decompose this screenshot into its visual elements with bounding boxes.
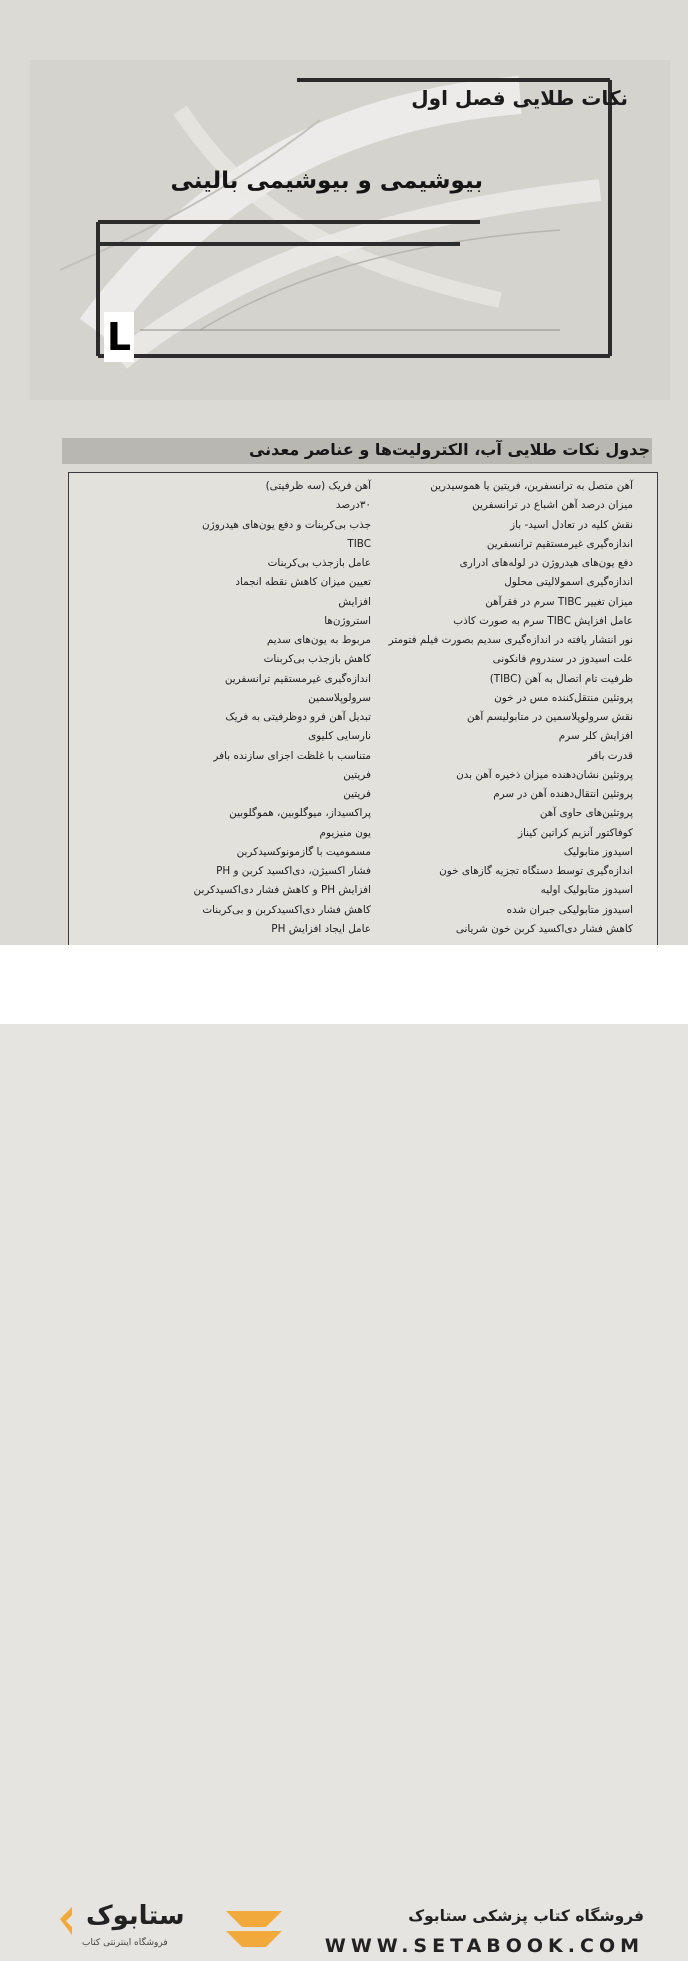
table-cell: کوفاکتور آنزیم کراتین کیناز [517,826,633,839]
facts-column-left [91,477,371,939]
store-banner [0,945,688,1957]
table-cell: کاهش فشار دی‌اکسید کربن خون شریانی [455,922,633,935]
table-cell: مربوط به یون‌های سدیم [266,634,371,646]
table-cell: تبدیل آهن فرو دوظرفیتی به فریک [225,711,371,723]
table-cell: میزان درصد آهن اشباع در ترانسفرین [472,499,633,512]
table-cell: علت اسیدوز در سندروم فانکونی [492,653,633,666]
table-cell: پروتئین انتقال‌دهنده آهن در سرم [493,788,633,800]
table-cell: کاهش بازجذب بی‌کربنات [263,653,371,666]
table-cell: عامل افزایش TIBC سرم به صورت کاذب [453,614,633,627]
table-cell: تعیین میزان کاهش نقطه انجماد [235,576,371,589]
table-cell: نور انتشار یافته در اندازه‌گیری سدیم بصورت فیلم فتومتر [388,634,633,646]
table-cell: اسیدوز متابولیک اولیه [540,884,633,897]
table-cell: یون منیزیوم [319,826,371,839]
logo-tagline: فروشگاه اینترنتی کتاب [82,1938,168,1948]
book-page [0,0,688,945]
table-cell: عامل بازجذب بی‌کربنات [267,557,371,569]
table-cell: اسیدوز متابولیکی جبران شده [506,903,633,916]
table-cell: فریتین [343,768,371,781]
facts-column-right [353,477,633,939]
chapter-decoration [0,0,688,430]
table-cell: عامل ایجاد افزایش PH [271,922,371,935]
table-cell: اندازه‌گیری غیرمستقیم ترانسفرین [486,537,633,550]
table-cell: اسیدوز متابولیک [563,845,633,858]
facts-table [68,472,658,945]
table-cell: آهن فریک (سه ظرفیتی) [265,480,371,492]
chapter-letter: L [104,312,134,362]
table-heading: جدول نکات طلایی آب، الکترولیت‌ها و عناصر معدنی [248,440,650,459]
chapter-label: نکات طلایی فصل اول [411,86,628,110]
table-cell: سرولوپلاسمین [308,691,371,704]
table-cell: پروتئین‌های حاوی آهن [539,807,633,820]
table-cell: اندازه‌گیری غیرمستقیم ترانسفرین [224,672,371,685]
table-cell: میزان تغییر TIBC سرم در فقرآهن [485,595,633,608]
table-cell: TIBC [347,537,371,550]
logo-wordmark: ستابوک [86,1901,185,1931]
table-cell: دفع یون‌های هیدروژن در لوله‌های ادراری [459,557,633,569]
store-url[interactable]: WWW.SETABOOK.COM [324,1935,644,1957]
table-cell: اندازه‌گیری توسط دستگاه تجزیه گازهای خون [439,865,633,877]
table-cell: نارسایی کلیوی [308,730,371,743]
table-cell: متناسب با غلظت اجزای سازنده بافر [213,749,371,762]
table-cell: اندازه‌گیری اسمولالیتی محلول [504,576,633,589]
table-cell: افزایش [338,595,371,608]
table-cell: افزایش PH و کاهش فشار دی‌اکسیدکربن [193,884,371,897]
store-name: فروشگاه کتاب پزشکی ستابوک [408,1907,644,1925]
table-cell: قدرت بافر [587,749,633,762]
table-cell: پراکسیداز، میوگلوبین، هموگلوبین [229,807,371,820]
table-cell: نقش کلیه در تعادل اسید- باز [510,518,633,531]
table-cell: ۳۰درصد [335,499,371,512]
table-cell: پروتئین نشان‌دهنده میزان ذخیره آهن بدن [456,768,633,781]
table-cell: کاهش فشار دی‌اکسیدکربن و بی‌کربنات [202,903,371,916]
table-cell: فشار اکسیژن، دی‌اکسید کربن و PH [216,865,371,877]
table-cell: افزایش کلر سرم [558,730,633,743]
table-cell: فریتین [343,788,371,800]
table-cell: مسمومیت با گازمونوکسیدکربن [236,845,371,858]
table-cell: پروتئین منتقل‌کننده مس در خون [494,691,633,704]
table-cell: ظرفیت تام اتصال به آهن (TIBC) [489,672,633,685]
chapter-title: بیوشیمی و بیوشیمی بالینی [170,168,483,194]
table-cell: استروژن‌ها [324,614,371,627]
table-cell: جذب بی‌کربنات و دفع یون‌های هیدروژن [202,518,371,531]
table-cell: نقش سرولوپلاسمین در متابولیسم آهن [467,711,633,723]
table-cell: آهن متصل به ترانسفرین، فریتین یا هموسیدرین [430,480,633,492]
